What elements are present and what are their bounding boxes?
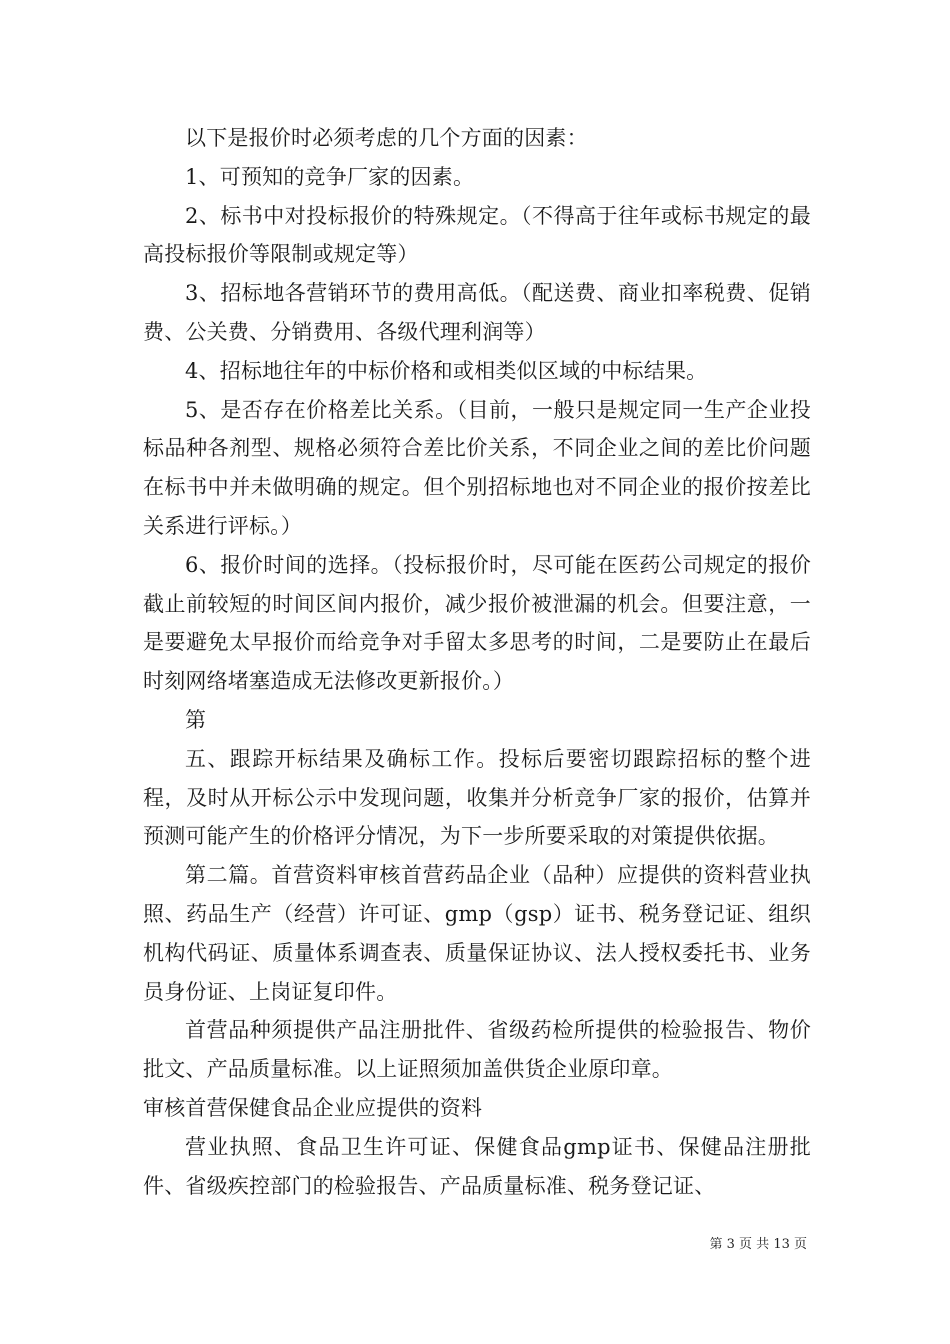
document-body (143, 119, 811, 1205)
paragraph-item-1: 1、可预知的竞争厂家的因素。 (185, 164, 475, 189)
paragraph-first-product: 首营品种须提供产品注册批件、省级药检所提供的检验报告、物价批文、产品质量标准。以上证照须加盖供货企业原印章。 (143, 1018, 811, 1082)
paragraph-item-4: 4、招标地往年的中标价格和或相类似区域的中标结果。 (185, 358, 708, 383)
paragraph-health-food-heading: 审核首营保健食品企业应提供的资料 (143, 1095, 483, 1120)
paragraph-chapter-two: 第二篇。首营资料审核首营药品企业（品种）应提供的资料营业执照、药品生产（经营）许可证、gmp（gsp）证书、税务登记证、组织机构代码证、质量体系调查表、质量保证协议、法人授权委托书、业务员身份证、上岗证复印件。 (143, 863, 811, 1004)
paragraph-item-2: 2、标书中对投标报价的特殊规定。（不得高于往年或标书规定的最高投标报价等限制或规定等） (143, 203, 811, 267)
page-number: 第 3 页 共 13 页 (709, 1237, 807, 1252)
paragraph-section-marker: 第 (185, 707, 207, 732)
paragraph-section-five: 五、跟踪开标结果及确标工作。投标后要密切跟踪招标的整个进程，及时从开标公示中发现问题，收集并分析竞争厂家的报价，估算并预测可能产生的价格评分情况，为下一步所要采取的对策提供依据。 (143, 746, 811, 849)
paragraph-item-3: 3、招标地各营销环节的费用高低。（配送费、商业扣率税费、促销费、公关费、分销费用、各级代理利润等） (143, 281, 811, 344)
paragraph-health-food-docs: 营业执照、食品卫生许可证、保健食品gmp证书、保健品注册批件、省级疾控部门的检验报告、产品质量标准、税务登记证、 (143, 1134, 811, 1198)
paragraph-item-5: 5、是否存在价格差比关系。（目前，一般只是规定同一生产企业投标品种各剂型、规格必须符合差比价关系，不同企业之间的差比价问题在标书中并未做明确的规定。但个别招标地也对不同企业的报价按差比关系进行评标。） (143, 397, 811, 538)
paragraph-item-6: 6、报价时间的选择。（投标报价时，尽可能在医药公司规定的报价截止前较短的时间区间内报价，减少报价被泄漏的机会。但要注意，一是要避免太早报价而给竞争对手留太多思考的时间，二是要防止在最后时刻网络堵塞造成无法修改更新报价。） (143, 552, 811, 694)
paragraph-intro: 以下是报价时必须考虑的几个方面的因素： (185, 126, 588, 150)
